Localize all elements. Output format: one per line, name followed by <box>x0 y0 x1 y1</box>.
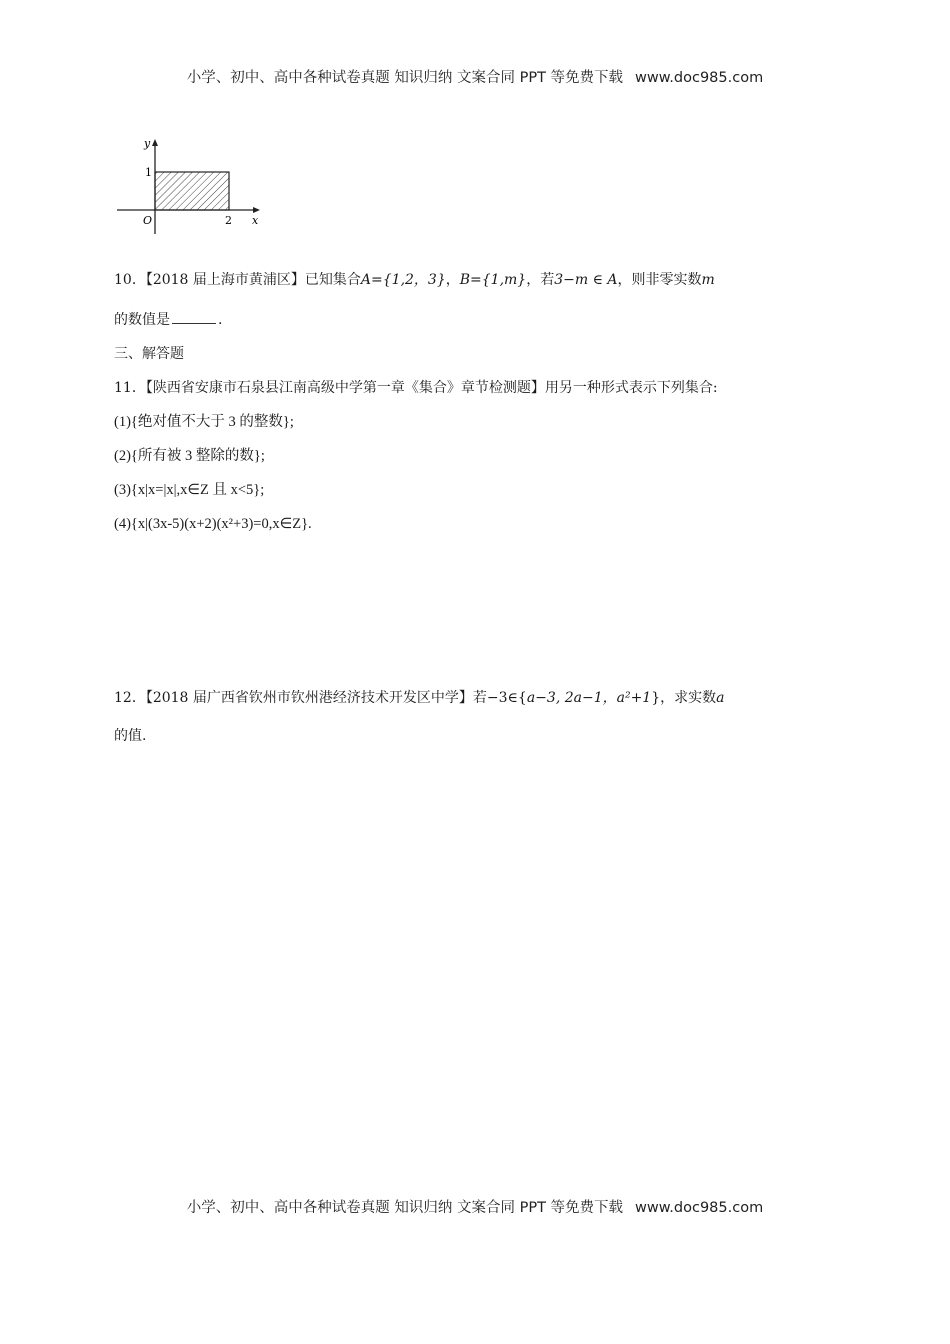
q11-item-1: (1){绝对值不大于 3 的整数}; <box>114 414 294 430</box>
page-header <box>0 66 950 87</box>
x-tick-label: 2 <box>225 214 232 227</box>
footer-url[interactable]: www.doc985.com <box>635 1200 764 1216</box>
question-10-line-1 <box>114 270 715 290</box>
q10-number: 10． <box>114 272 146 288</box>
page-footer <box>0 1196 950 1217</box>
q10-variable: m <box>701 272 715 288</box>
q10-text-2: ，若 <box>526 272 555 288</box>
q12-text: 若−3∈{ <box>472 690 527 706</box>
q10-end: . <box>218 312 223 328</box>
y-tick-label: 1 <box>145 166 152 179</box>
question-12-line-1 <box>114 688 724 708</box>
q10-separator: ， <box>445 272 460 288</box>
origin-label: O <box>143 214 153 227</box>
q10-line-2-text: 的数值是 <box>114 312 170 328</box>
q11-source: 【陕西省安康市石泉县江南高级中学第一章《集合》章节检测题】 <box>145 380 545 396</box>
q11-item-4: (4){x|(3x-5)(x+2)(x²+3)=0,x∈Z}. <box>114 516 312 532</box>
y-axis-arrow <box>152 139 158 146</box>
q11-number: 11． <box>114 380 146 396</box>
q11-item-3: (3){x|x=|x|,x∈Z 且 x<5}; <box>114 482 265 498</box>
header-url[interactable]: www.doc985.com <box>635 70 764 86</box>
q12-set: a−3, 2a−1，a²+1 <box>526 690 652 706</box>
y-axis-label: y <box>144 137 151 150</box>
question-10-line-2 <box>114 310 222 330</box>
q12-source: 【2018 届广西省钦州市钦州港经济技术开发区中学】 <box>145 690 473 706</box>
q10-text: 已知集合 <box>304 272 361 288</box>
question-11-line-1 <box>114 378 718 398</box>
shaded-rectangle <box>155 172 229 210</box>
q11-text: 用另一种形式表示下列集合: <box>544 380 718 396</box>
question-12-line-2: 的值. <box>114 728 147 744</box>
section-3-title: 三、解答题 <box>114 346 184 362</box>
q10-text-3: ，则非零实数 <box>617 272 702 288</box>
header-text: 小学、初中、高中各种试卷真题 知识归纳 文案合同 PPT 等免费下载 <box>186 70 624 86</box>
q12-number: 12． <box>114 690 146 706</box>
q12-text-2: }，求实数 <box>651 690 717 706</box>
footer-text: 小学、初中、高中各种试卷真题 知识归纳 文案合同 PPT 等免费下载 <box>186 1200 624 1216</box>
coordinate-figure <box>112 132 272 240</box>
x-axis-label: x <box>252 214 259 227</box>
q10-source: 【2018 届上海市黄浦区】 <box>145 272 305 288</box>
q10-answer-blank[interactable] <box>172 311 216 324</box>
q10-set-b: B={1,m} <box>459 272 527 288</box>
q10-condition: 3−m ∈ A <box>554 272 618 288</box>
x-axis-arrow <box>253 207 260 213</box>
q11-item-2: (2){所有被 3 整除的数}; <box>114 448 265 464</box>
q10-set-a: A={1,2，3} <box>360 272 446 288</box>
q12-variable: a <box>716 690 725 706</box>
